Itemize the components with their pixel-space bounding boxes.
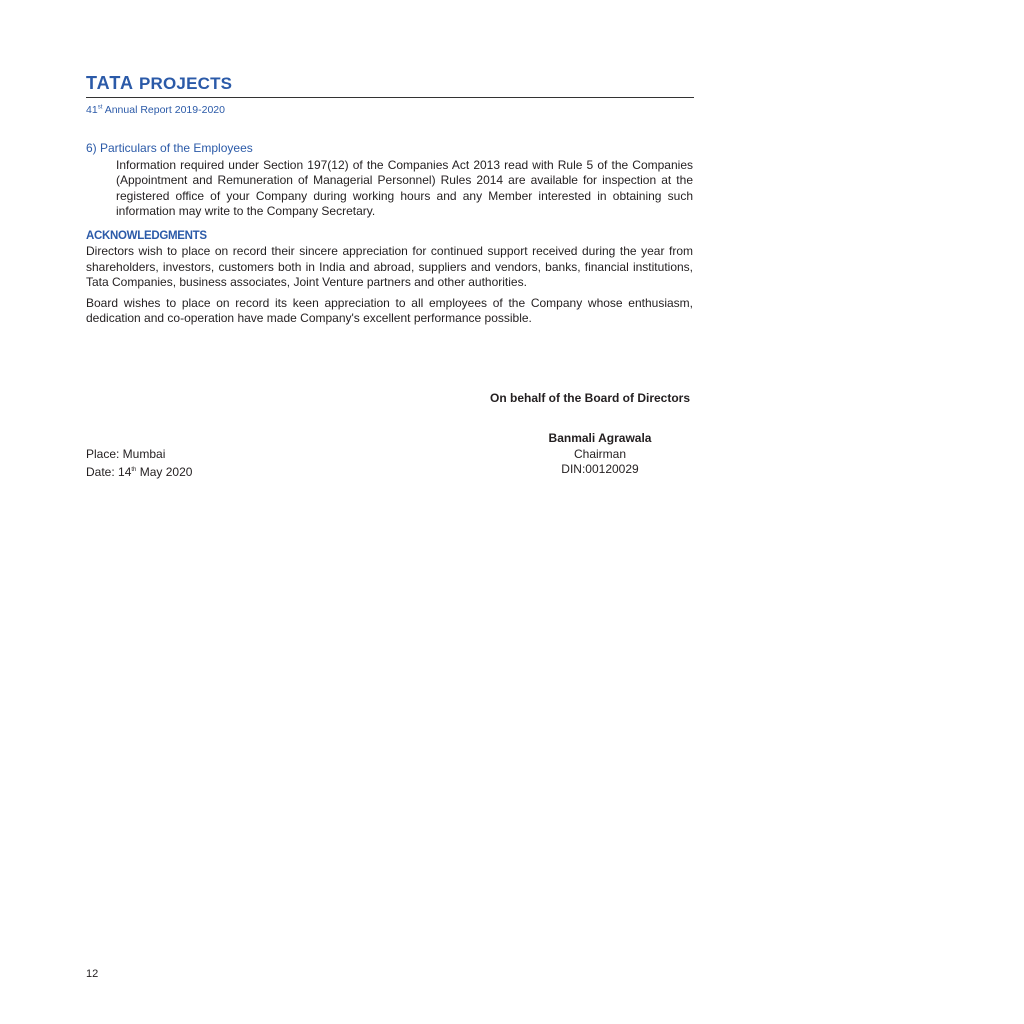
date-suffix: th [131, 466, 137, 473]
section-title-employees: 6) Particulars of the Employees [86, 141, 253, 155]
tata-projects-logo [86, 73, 232, 94]
signatory-din: DIN:00120029 [561, 462, 639, 476]
page-number: 12 [86, 968, 99, 980]
logo-word-projects: PROJECTS [138, 74, 233, 93]
date-line [86, 463, 192, 481]
signatory-name: Banmali Agrawala [548, 431, 652, 445]
report-number-suffix: st [97, 104, 103, 111]
main-content [86, 141, 693, 332]
section-body-employees: Information required under Section 197(12) of the Companies Act 2013 read with Rule 5 of the Companies (Appointment and Remuneration of Managerial Personnel) Rules 2014 are available for inspection at the registered office of your Company during working hours and any Member interested in obtaining such information may write to the Company Secretary. [116, 157, 693, 218]
report-number: 41 [86, 104, 98, 116]
signatory-block [530, 431, 670, 478]
signatory-designation: Chairman [573, 446, 627, 461]
acknowledgments-paragraph-2: Board wishes to place on record its keen appreciation to all employees of the Company whose enthusiasm, dedication and co-operation have made Company's excellent performance possible. [86, 295, 693, 325]
report-title-text: Annual Report 2019-2020 [104, 104, 225, 116]
acknowledgments-heading: ACKNOWLEDGMENTS [86, 229, 207, 242]
logo-word-tata: TATA [86, 73, 134, 93]
on-behalf-line: On behalf of the Board of Directors [489, 391, 690, 405]
place-line: Place: Mumbai [86, 447, 166, 461]
date-rest: May 2020 [136, 464, 193, 479]
place-date-block [86, 447, 192, 480]
report-title [86, 104, 225, 116]
date-prefix: Date: 14 [86, 464, 132, 479]
acknowledgments-paragraph-1: Directors wish to place on record their sincere appreciation for continued support received during the year from shareholders, investors, customers both in India and abroad, suppliers and vendors, banks, financial institutions, Tata Companies, business associates, Joint Venture partners and other authorities. [86, 244, 693, 289]
header-divider [86, 97, 694, 98]
